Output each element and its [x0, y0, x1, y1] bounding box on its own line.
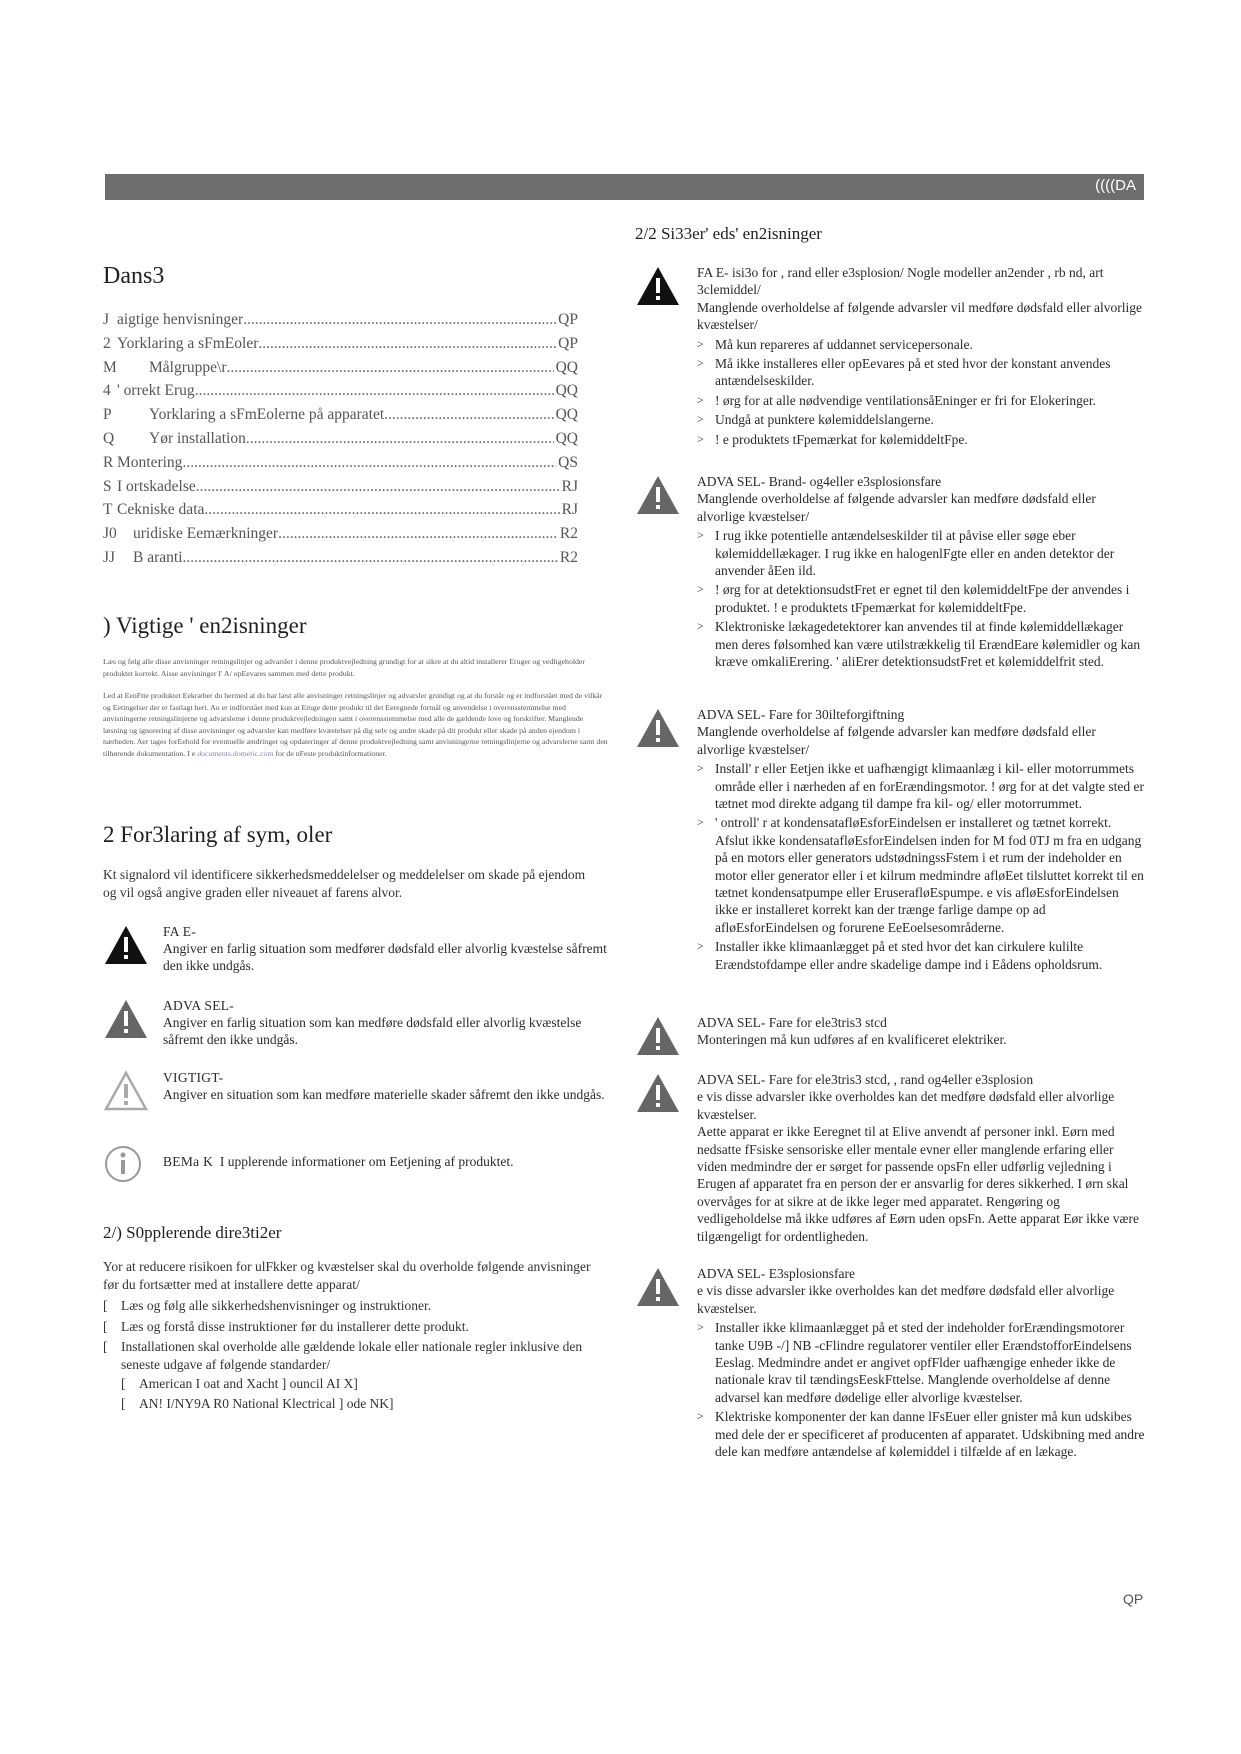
toc-row[interactable]: [103, 382, 578, 406]
list-item: [ Læs og følg alle sikkerhedshenvisninger og instruktioner.: [103, 1297, 608, 1315]
section-3-intro: Yor at reducere risikoen for ulFkker og kvæstelser skal du overholde følgende anvisninger før du fortsætter med at installere dette apparat/: [103, 1259, 591, 1292]
toc-number: 4: [103, 382, 111, 400]
header-bar: [105, 174, 1144, 200]
toc-row[interactable]: [103, 549, 578, 573]
toc-label: Montering: [117, 453, 183, 471]
page-number: QP: [1123, 1591, 1144, 1607]
toc-number: Q: [103, 429, 115, 447]
language-code: ((((DA: [1095, 177, 1136, 194]
toc-page: RJ: [561, 501, 578, 519]
toc-page: QQ: [555, 358, 578, 376]
warning-bullet: > ! ørg for at alle nødvendige ventilationsåEninger er fri for Elokeringer.: [697, 392, 1145, 409]
toc-row[interactable]: [103, 525, 578, 549]
warning-bullet: > Installer ikke klimaanlægget på et sted hvor det kan cirkulere kulilte Erændstofdampe eller andre skadelige dampe ind i Eådens opholdsrum.: [697, 938, 1145, 973]
symbol-title: VIGTIGT-: [163, 1070, 224, 1085]
warning-title: ADVA SEL- Fare for 30ilteforgiftning: [697, 707, 905, 722]
toc-page: QQ: [555, 406, 578, 424]
toc-leader: [384, 406, 553, 424]
symbol-description: Angiver en farlig situation som medfører dødsfald eller alvorlig kvæstelse såfremt den ikke undgås.: [163, 941, 607, 973]
toc-page: QQ: [555, 382, 578, 400]
toc-number: S: [103, 477, 112, 495]
warning-text: Manglende overholdelse af følgende advarsler vil medføre dødsfald eller alvorlige kvæstelser/: [697, 299, 1142, 333]
symbol-description: Angiver en situation som kan medføre materielle skader såfremt den ikke undgås.: [163, 1087, 605, 1102]
warning-icon: [635, 1265, 681, 1309]
warning-bullet: > ' ontroll' r at kondensatafløEsforEindelsen er installeret og tætnet korrekt. Afslut ikke kondensatafløEsforEindelsen inden for M fod 0TJ m fra en udgang på en motors eller generators udstødningssFstem i et rum der indeholder en motor eller generator eller i et kilrum medmindre afløEet tilsluttet korrekt til en tætnet kondensatpumpe eller EruserafløEspumpe. e vis afløEsforEindelsen ikke er installeret korrekt kan der trænge farlige dampe op ad afløEsforEindelsen og forurene EeEoelsesområderne.: [697, 814, 1145, 936]
toc-label: uridiske Eemærkninger: [133, 525, 279, 543]
warning-bullet: > Install' r eller Eetjen ikke et uafhængigt klimaanlæg i kil- eller motorrummets område eller i nærheden af en forErændingsmotor. ! ørg for at det valgte sted er tætnet mod direkte adgang til dampe fra kil- og/ eller motorrummet.: [697, 760, 1145, 812]
toc-row[interactable]: [103, 430, 578, 454]
warning-bullet: > ! e produktets tFpemærkat for kølemiddeltFpe.: [697, 431, 1145, 448]
toc-page: RJ: [561, 477, 578, 495]
toc-number: M: [103, 358, 117, 376]
symbol-description: Angiver en farlig situation som kan medføre dødsfald eller alvorlig kvæstelse såfremt den ikke undgås.: [163, 1015, 582, 1047]
toc-page: QQ: [555, 429, 578, 447]
document-title: Dans3: [103, 263, 165, 289]
symbol-title: FA E-: [163, 924, 197, 939]
warning-text: Monteringen må kun udføres af en kvalificeret elektriker.: [697, 1032, 1007, 1048]
warning-bullet: > Klektroniske lækagedetektorer kan anvendes til at finde kølemiddellækager men deres følsomhed kan være utilstrækkelig til ErændEare kølemidler og kan kræve omkaliErering. ' aliErer detektionsudstFret et kølemiddelfrit sted.: [697, 618, 1145, 670]
toc-leader: [204, 501, 559, 519]
toc-leader: [246, 430, 554, 448]
toc-number: P: [103, 406, 112, 424]
toc-row[interactable]: [103, 406, 578, 430]
section-1-body: [103, 690, 608, 760]
warning-bullet: > Må ikke installeres eller opEevares på et sted hvor der konstant anvendes antændelseskilder.: [697, 355, 1145, 390]
toc-page: QP: [558, 334, 578, 352]
toc-leader: [195, 382, 554, 400]
warning-title: FA E- isi3o for , rand eller e3splosion/ Nogle modeller an2ender , rb nd, art 3clemiddel/: [697, 265, 1104, 298]
section-3-title: 2/) S0pplerende dire3ti2er: [103, 1223, 282, 1242]
toc-row[interactable]: [103, 311, 578, 335]
warning-bullet: > Klektriske komponenter der kan danne lFsEuer eller gnister må kun udskibes med dele der er specificeret af producenten af apparatet. Udskibning med andre dele kan medføre antændelse af kølemiddel i tilfælde af en lækage.: [697, 1408, 1145, 1460]
warning-icon: [103, 997, 149, 1041]
toc-number: J: [103, 311, 110, 328]
toc-row[interactable]: [103, 335, 578, 359]
warning-title: ADVA SEL- Fare for ele3tris3 stcd: [697, 1015, 887, 1030]
table-of-contents: [103, 311, 578, 573]
warning-title: ADVA SEL- E3splosionsfare: [697, 1266, 855, 1281]
section-3-list: [103, 1297, 608, 1413]
info-icon: [103, 1142, 149, 1186]
warning-bullet: > Undgå at punktere kølemiddelslangerne.: [697, 411, 1145, 428]
warning-text-extra: Aette apparat er ikke Eeregnet til at Elive anvendt af personer inkl. Eørn med nedsatte fFsiske sensoriske eller mentale evner eller manglende erfaring eller viden medmindre der er sørget for passende opsFn eller udførlig vejledning i Erugen af apparatet fra en person der er ansvarlig for deres sikkerhed. I ørn skal overvåges for at sikre at de ikke leger med apparatet. Rengøring og vedligeholdelse må ikke udføres af Eørn uden opsFn. Aette apparat Eør ikke være tilgængeligt for ordentligheden.: [697, 1124, 1139, 1244]
warning-text: Manglende overholdelse af følgende advarsler kan medføre dødsfald eller alvorlige kvæstelser/: [697, 491, 1096, 524]
danger-warning-icon: [103, 923, 149, 967]
symbol-description: I upplerende informationer om Eetjening af produktet.: [219, 1154, 514, 1169]
toc-page: QP: [558, 311, 578, 328]
toc-leader: [243, 311, 556, 329]
toc-label: Yorklaring a sFmEolerne på apparatet: [149, 406, 385, 424]
toc-number: T: [103, 501, 113, 519]
toc-number: J0: [103, 525, 117, 543]
section-2-title: 2 For3laring af sym, oler: [103, 822, 333, 847]
toc-label: aigtige henvisninger: [117, 311, 244, 328]
section-1-intro: Læs og følg alle disse anvisninger retningslinjer og advarsler i denne produktvejledning grundigt for at sikre at du altid installerer Eruger og vedligeholder produktet korrekt. Aisse anvisninger I' A/ opEevares sammen med dette produkt.: [103, 657, 585, 678]
toc-leader: [183, 549, 558, 567]
warning-title: ADVA SEL- Brand- og4eller e3splosionsfare: [697, 474, 942, 489]
toc-row[interactable]: [103, 478, 578, 502]
toc-number: JJ: [103, 548, 116, 566]
section-1-body-end: for de nFeste produktinformationer.: [275, 748, 387, 758]
safety-section-title: 2/2 Si33er' eds' en2isninger: [635, 224, 822, 243]
warning-icon: [635, 1071, 681, 1115]
symbol-title: ADVA SEL-: [163, 998, 235, 1013]
section-1-title: ) Vigtige ' en2isninger: [103, 613, 307, 638]
toc-label: Yorklaring a sFmEoler: [117, 334, 259, 352]
toc-page: R2: [559, 548, 578, 566]
warning-icon: [635, 473, 681, 517]
warning-text: e vis disse advarsler ikke overholdes kan det medføre dødsfald eller alvorlige kvæstelser.: [697, 1089, 1115, 1122]
toc-row[interactable]: [103, 501, 578, 525]
warning-text: e vis disse advarsler ikke overholdes kan det medføre dødsfald eller alvorlige kvæstelser.: [697, 1283, 1115, 1316]
notice-icon: [103, 1069, 149, 1113]
toc-label: ' orrekt Erug: [117, 382, 195, 400]
toc-label: I ortskadelse: [117, 477, 196, 495]
toc-number: 2: [103, 334, 111, 352]
warning-text: Manglende overholdelse af følgende advarsler kan medføre dødsfald eller alvorlige kvæstelser/: [697, 724, 1096, 757]
warning-bullet: > Må kun repareres af uddannet servicepersonale.: [697, 336, 1145, 353]
symbol-title: BEMa K: [163, 1154, 214, 1169]
toc-leader: [196, 478, 560, 496]
sub-list-item: [ AN! I/NY9A R0 National Klectrical ] ode NK]: [121, 1395, 608, 1413]
warning-icon: [635, 706, 681, 750]
toc-leader: [226, 359, 553, 377]
documents-link[interactable]: documents.dometic.com: [197, 748, 274, 758]
toc-label: Cekniske data: [117, 501, 205, 519]
toc-page: QS: [558, 453, 578, 471]
toc-label: Yør installation: [149, 429, 246, 447]
toc-row[interactable]: [103, 359, 578, 383]
sub-list-item: [ American I oat and Xacht ] ouncil AI X]: [121, 1375, 608, 1393]
warning-bullet: > ! ørg for at detektionsudstFret er egnet til den kølemiddeltFpe der anvendes i produktet. ! e produktets tFpemærkat for kølemiddeltFpe.: [697, 581, 1145, 616]
toc-label: B aranti: [133, 548, 183, 566]
section-1-body-text: Led at EenFtte produktet Eekræber du hermed at du har læst alle anvisninger retningslinjer og advarsler grundigt og at du forstår og er indforstået med de vilkår og Eetingelser der er fastlagt heri. Au er indforstået med kun at Eruge dette produkt til det Eeregnede formål og anvendelse i overensstemmelse med anvisningerne retningslinjerne og advarslerne i denne produktvejledningen samt i overensstemmelse med alle de gældende love og forskrifter. Manglende læsning og ignorering af disse anvisninger og advarsler kan medføre kvæstelser på dig selv og andre skade på dit produkt eller skade på anden ejendom i nærheden. Aer tages forEehold for eventuelle ændringer og opdateringer af denne produktvejledning samt anvisningerne retningslinjerne og advarslerne samt den tilhørende dokumentation. I e: [103, 691, 608, 758]
warning-bullet: > Installer ikke klimaanlægget på et sted der indeholder forErændingsmotorer tanke U9B -/] NB -cFlindre regulatorer ventiler eller ErændstofforEindelsens Eeslag. Medmindre andet er angivet opfFlder uafhængige enheder ikke de nationale krav til tændingsEeskFttelse. Manglende overholdelse af denne advarsel kan medføre dødelige eller alvorlige kvæstelser.: [697, 1319, 1145, 1406]
warning-bullet: > I rug ikke potentielle antændelseskilder til at påvise eller søge eber kølemiddellækager. I rug ikke en halogenlFgte eller en anden detektor der anvender åEen ild.: [697, 527, 1145, 579]
danger-warning-icon: [635, 264, 681, 308]
toc-row[interactable]: [103, 454, 578, 478]
section-2-intro: Kt signalord vil identificere sikkerhedsmeddelelser og meddelelser om skade på ejendom og vil også angive graden eller niveauet af farens alvor.: [103, 867, 586, 900]
toc-page: R2: [559, 525, 578, 543]
toc-label: Målgruppe\r: [149, 358, 227, 376]
warning-icon: [635, 1014, 681, 1058]
toc-leader: [182, 454, 556, 472]
toc-leader: [278, 525, 558, 543]
toc-number: R: [103, 453, 114, 471]
list-item: [ Installationen skal overholde alle gældende lokale eller nationale regler inklusive den seneste udgave af følgende standarder/: [103, 1338, 608, 1373]
warning-title: ADVA SEL- Fare for ele3tris3 stcd, , rand og4eller e3splosion: [697, 1072, 1034, 1087]
list-item: [ Læs og forstå disse instruktioner før du installerer dette produkt.: [103, 1318, 608, 1336]
toc-leader: [258, 335, 556, 353]
